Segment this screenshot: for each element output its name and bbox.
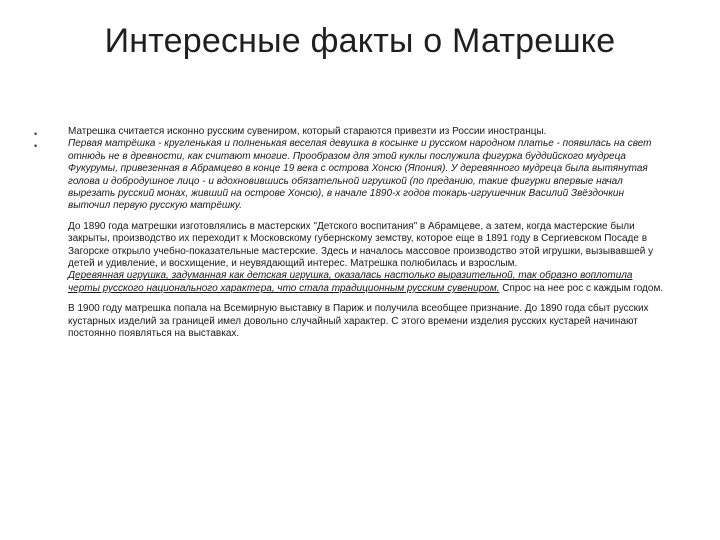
paragraph-souvenir (68, 270, 664, 295)
paragraph-first-matryoshka: Первая матрёшка - кругленькая и полненькая веселая девушка в косынке и русском народном платье - появилась на свет отнюдь не в древности, как считают многие. Прообразом для этой куклы послужила фигурка буддийского мудреца Фукурумы, привезенная в Абрамцево в конце 19 века с острова Хонсю (Япония). У деревянного мудреца была вытянутая голова и добродушное лицо - и вдохновившись обязательной игрушкой (по преданию, такие фигурки впервые начал вырезать русский монах, живший на острове Хонсю), в начале 1890-х годов токарь-игрушечник Василий Звёздочкин выточил первую русскую матрёшку. (68, 138, 652, 212)
souvenir-emphasis-text: Деревянная игрушка, задуманная как детская игрушка, оказалась настолько выразительной, так образно воплотила черты русского национального характера, что стала традиционным русским сувениром. (68, 270, 633, 294)
bullet-marker-1: • (34, 129, 38, 139)
paragraph-intro: Матрешка считается исконно русским сувениром, который стараются привезти из России иностранцы. (68, 126, 547, 137)
bullet-list-markers (34, 128, 44, 152)
slide-body (68, 126, 664, 341)
slide-title: Интересные факты о Матрешке (104, 22, 616, 60)
bullet-marker-2: • (34, 141, 38, 151)
paragraph-production-history: До 1890 года матрешки изготовлялись в мастерских "Детского воспитания" в Абрамцеве, а затем, когда мастерские были закрыты, производство их переходит к Московскому губернскому земству, которое еще в 1891 году в Сергиевском Посаде в Загорске открыло учебно-показательные мастерские. Здесь и началось массовое производство этой игрушки, вызывавшей у детей и удивление, и восхищение, и неувядающий интерес. Матрешка полюбилась и взрослым. (68, 220, 654, 270)
souvenir-tail-text: Спрос на нее рос с каждым годом. (499, 282, 664, 294)
paragraph-paris-exhibition: В 1900 году матрешка попала на Всемирную выставку в Париж и получила всеобщее признание. До 1890 года сбыт русских кустарных изделий за границей имел довольно случайный характер. С этого времени изделия русских кустарей начинают постоянно появляться на выставках. (68, 303, 649, 340)
